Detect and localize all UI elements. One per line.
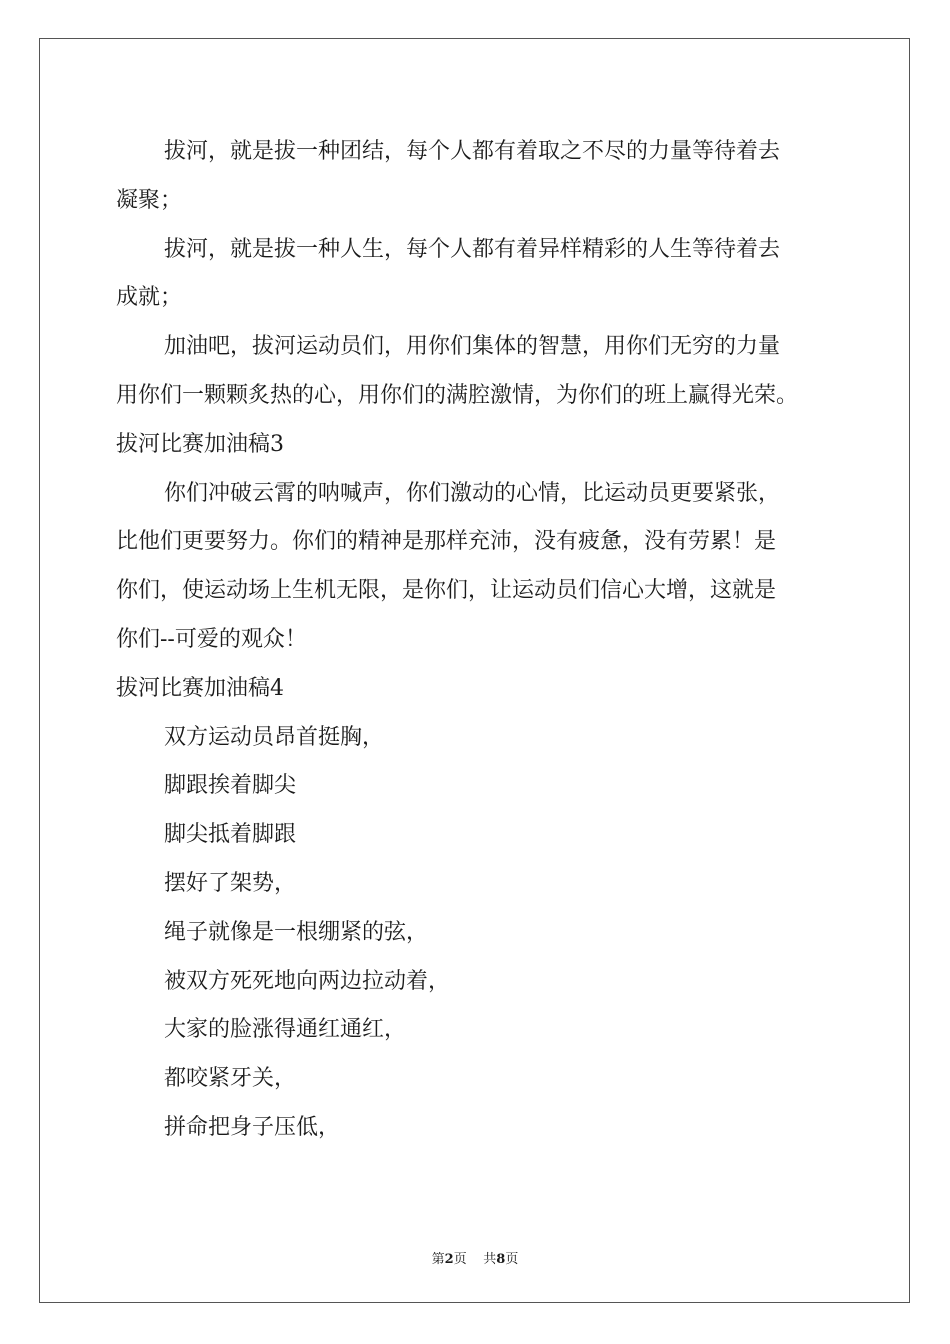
text-line: 双方运动员昂首挺胸， bbox=[164, 724, 385, 750]
text-line: 绳子就像是一根绷紧的弦， bbox=[164, 919, 429, 945]
text-line: 成就； bbox=[116, 285, 183, 311]
text-line: 脚尖抵着脚跟 bbox=[164, 822, 297, 848]
text-line: 大家的脸涨得通红通红， bbox=[164, 1017, 407, 1043]
text-line: 脚跟挨着脚尖 bbox=[164, 773, 297, 799]
total-suffix: 页 bbox=[505, 1252, 519, 1267]
text-line: 加油吧，拔河运动员们，用你们集体的智慧，用你们无穷的力量 bbox=[164, 334, 781, 360]
document-body bbox=[116, 128, 856, 1153]
text-line: 拔河，就是拔一种团结，每个人都有着取之不尽的力量等待着去 bbox=[164, 139, 781, 164]
page-suffix: 页 bbox=[453, 1252, 467, 1267]
total-pages: 8 bbox=[496, 1252, 506, 1267]
text-line: 拔河比赛加油稿4 bbox=[116, 675, 284, 701]
text-line: 你们冲破云霄的呐喊声，你们激动的心情，比运动员更要紧张， bbox=[164, 480, 781, 506]
text-line: 你们--可爱的观众！ bbox=[116, 626, 307, 652]
page-number: 2 bbox=[444, 1252, 454, 1267]
text-line: 用你们一颗颗炙热的心，用你们的满腔激情，为你们的班上赢得光荣。 bbox=[116, 382, 799, 408]
text-line: 凝聚； bbox=[116, 187, 183, 213]
text-line: 比他们更要努力。你们的精神是那样充沛，没有疲惫，没有劳累！是 bbox=[116, 529, 777, 555]
text-line: 拼命把身子压低， bbox=[164, 1114, 341, 1140]
total-prefix: 共 bbox=[483, 1252, 497, 1267]
text-line: 被双方死死地向两边拉动着， bbox=[164, 968, 451, 994]
text-line: 摆好了架势， bbox=[164, 870, 297, 896]
text-line: 你们，使运动场上生机无限，是你们，让运动员们信心大增，这就是 bbox=[116, 578, 777, 604]
page-footer bbox=[0, 1248, 950, 1267]
text-line: 拔河比赛加油稿3 bbox=[116, 431, 284, 457]
text-line: 都咬紧牙关， bbox=[164, 1066, 297, 1092]
text-line: 拔河，就是拔一种人生，每个人都有着异样精彩的人生等待着去 bbox=[164, 236, 781, 262]
page-prefix: 第 bbox=[431, 1252, 445, 1267]
